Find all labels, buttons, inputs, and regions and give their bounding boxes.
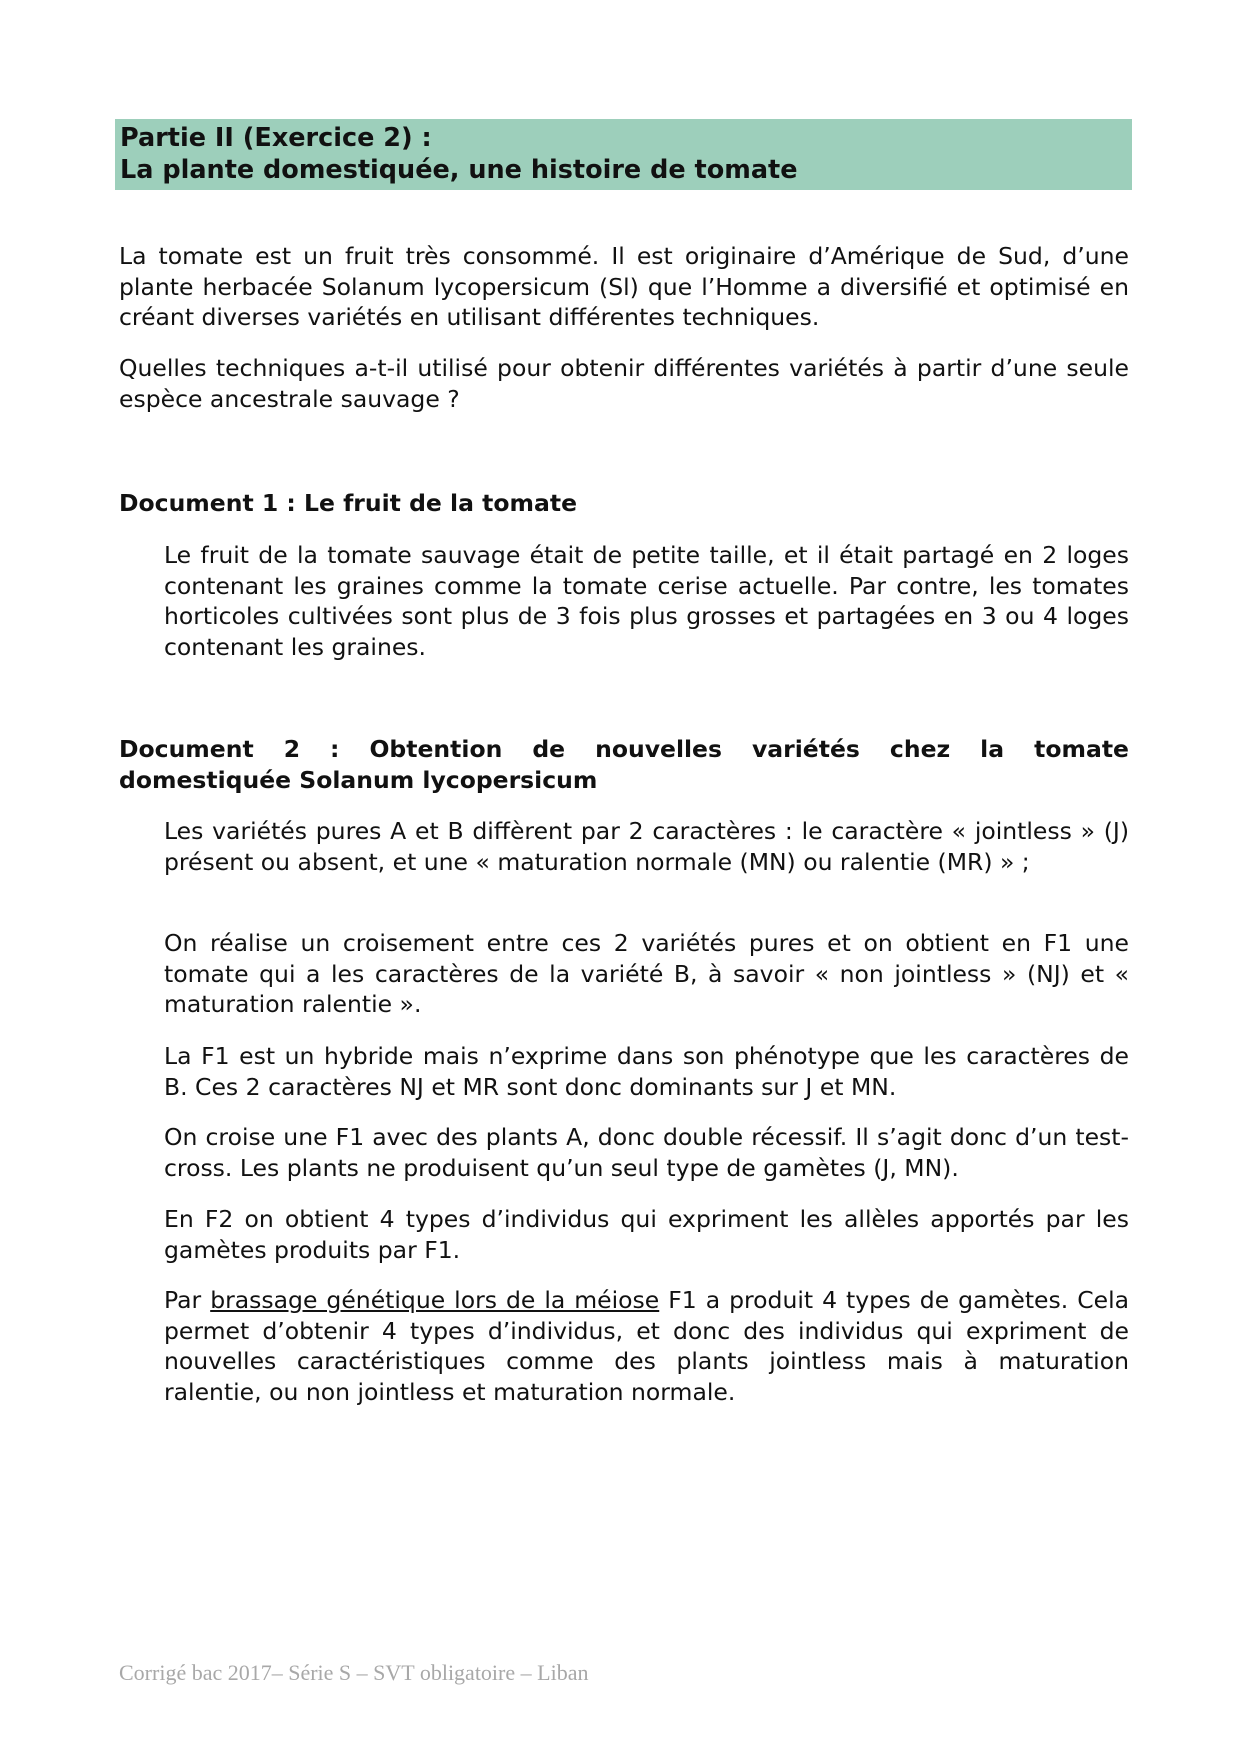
document-2-paragraph-6 xyxy=(164,1285,1129,1407)
document-2-heading-line-1: Document 2 : Obtention de nouvelles variétés chez la tomate xyxy=(119,735,1129,763)
title-banner xyxy=(115,119,1132,190)
document-2-heading xyxy=(119,734,1129,795)
document-1-body: Le fruit de la tomate sauvage était de petite taille, et il était partagé en 2 loges contenant les graines comme la tomate cerise actuelle. Par contre, les tomates horticoles cultivées sont plus de 3 fois plus grosses et partagées en 3 ou 4 loges contenant les graines. xyxy=(164,541,1129,661)
intro-question: Quelles techniques a-t-il utilisé pour obtenir différentes variétés à partir d’une seule espèce ancestrale sauvage ? xyxy=(119,354,1129,413)
document-2-paragraph-4: On croise une F1 avec des plants A, donc double récessif. Il s’agit donc d’un test-cross. Les plants ne produisent qu’un seul type de gamètes (J, MN). xyxy=(164,1123,1129,1182)
document-2-paragraph-2: On réalise un croisement entre ces 2 variétés pures et on obtient en F1 une tomate qui a les caractères de la variété B, à savoir « non jointless » (NJ) et « maturation ralentie ». xyxy=(164,929,1129,1018)
underlined-term: brassage génétique lors de la méiose xyxy=(210,1286,660,1314)
paragraph-6-rest: F1 a produit 4 types de gamètes. Cela permet d’obtenir 4 types d’individus, et donc des individus qui expriment de nouvelles caractéristiques comme des plants jointless mais à maturation ralentie, ou non jointless et maturation normale. xyxy=(164,1286,1129,1406)
paragraph-6-prefix: Par xyxy=(164,1286,211,1314)
title-line-2: La plante domestiquée, une histoire de tomate xyxy=(120,155,798,185)
document-2-paragraph-5: En F2 on obtient 4 types d’individus qui expriment les allèles apportés par les gamètes produits par F1. xyxy=(164,1205,1129,1264)
document-1-heading: Document 1 : Le fruit de la tomate xyxy=(119,489,578,517)
page-footer: Corrigé bac 2017– Série S – SVT obligatoire – Liban xyxy=(119,1660,589,1685)
document-2-paragraph-1: Les variétés pures A et B diffèrent par 2 caractères : le caractère « jointless » (J) présent ou absent, et une « maturation normale (MN) ou ralentie (MR) » ; xyxy=(164,817,1129,876)
intro-paragraph: La tomate est un fruit très consommé. Il est originaire d’Amérique de Sud, d’une plante herbacée Solanum lycopersicum (Sl) que l’Homme a diversifié et optimisé en créant diverses variétés en utilisant différentes techniques. xyxy=(119,242,1129,331)
title-line-1: Partie II (Exercice 2) : xyxy=(120,123,432,153)
document-2-heading-line-2: domestiquée Solanum lycopersicum xyxy=(119,765,598,794)
document-2-paragraph-3: La F1 est un hybride mais n’exprime dans son phénotype que les caractères de B. Ces 2 caractères NJ et MR sont donc dominants sur J et MN. xyxy=(164,1042,1129,1101)
